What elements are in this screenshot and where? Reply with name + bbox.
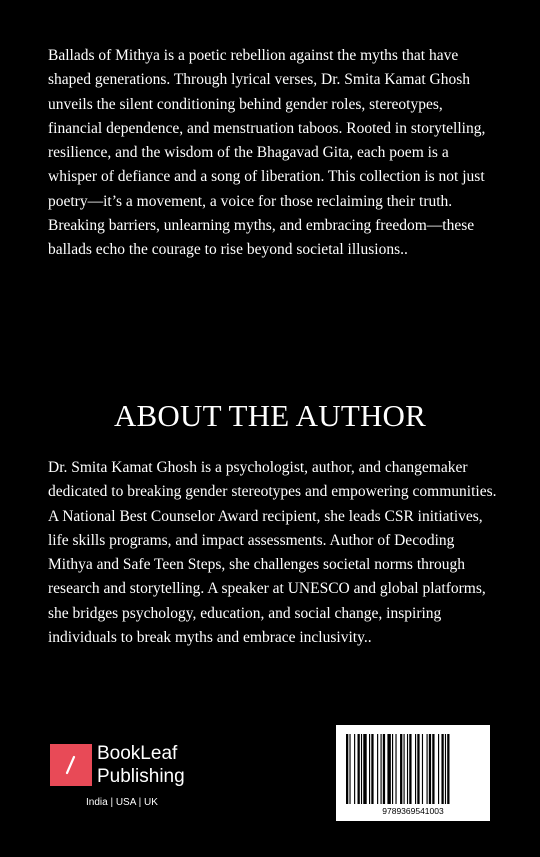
- barcode-bar: [395, 734, 396, 804]
- isbn-number: 9789369541003: [382, 806, 444, 816]
- barcode-bar: [381, 734, 382, 804]
- barcode-bar: [392, 734, 393, 804]
- barcode-bar: [429, 734, 431, 804]
- barcode-bar: [422, 734, 423, 804]
- barcode-bar: [346, 734, 348, 804]
- barcode-bar: [369, 734, 370, 804]
- slash-logo-icon: [50, 744, 92, 786]
- barcode-bars: [346, 734, 484, 804]
- about-author-heading: ABOUT THE AUTHOR: [113, 398, 427, 433]
- barcode-bar: [447, 734, 449, 804]
- barcode-bar: [417, 734, 419, 804]
- author-bio: Dr. Smita Kamat Ghosh is a psychologist, author, and changemaker dedicated to breaking gender stereotypes and empowering communities. A National Best Counselor Award recipient, she leads CSR initiatives, life skills programs, and impact assessments. Author of Decoding Mithya and Safe Teen Steps, she challenges societal norms through research and storytelling. A speaker at UNESCO and global platforms, she bridges psychology, education, and social change, inspiring individuals to break myths and embrace inclusivity..: [48, 459, 497, 647]
- barcode-bar: [383, 734, 385, 804]
- barcode-bar: [409, 734, 411, 804]
- barcode-bar: [407, 734, 408, 804]
- barcode-bar: [354, 734, 355, 804]
- barcode-bar: [377, 734, 378, 804]
- barcode-bar: [427, 734, 428, 804]
- barcode-bar: [387, 734, 390, 804]
- publisher-regions: India | USA | UK: [86, 797, 158, 808]
- publisher-logo: [50, 744, 250, 814]
- barcode-bar: [441, 734, 443, 804]
- barcode-bar: [349, 734, 350, 804]
- barcode-bar: [432, 734, 434, 804]
- barcode-bar: [400, 734, 402, 804]
- publisher-name-line1: BookLeaf: [97, 743, 178, 764]
- barcode-bar: [358, 734, 360, 804]
- barcode-bar: [361, 734, 362, 804]
- barcode-bar: [445, 734, 446, 804]
- isbn-barcode: [336, 725, 490, 821]
- barcode-bar: [363, 734, 366, 804]
- barcode-bar: [438, 734, 439, 804]
- barcode-bar: [371, 734, 373, 804]
- barcode-bar: [415, 734, 416, 804]
- publisher-name-line2: Publishing: [97, 766, 185, 787]
- book-blurb: Ballads of Mithya is a poetic rebellion against the myths that have shaped generations. Through lyrical verses, Dr. Smita Kamat Ghosh unveils the silent conditioning behind gender roles, stereotypes, financial dependence, and menstruation taboos. Rooted in storytelling, resilience, and the wisdom of the Bhagavad Gita, each poem is a whisper of defiance and a song of liberation. This collection is not just poetry—it’s a movement, a voice for those reclaiming their truth. Breaking barriers, unlearning myths, and embracing freedom—these ballads echo the courage to rise beyond societal illusions..: [48, 47, 486, 259]
- publisher-name: [97, 742, 185, 788]
- barcode-bar: [404, 734, 405, 804]
